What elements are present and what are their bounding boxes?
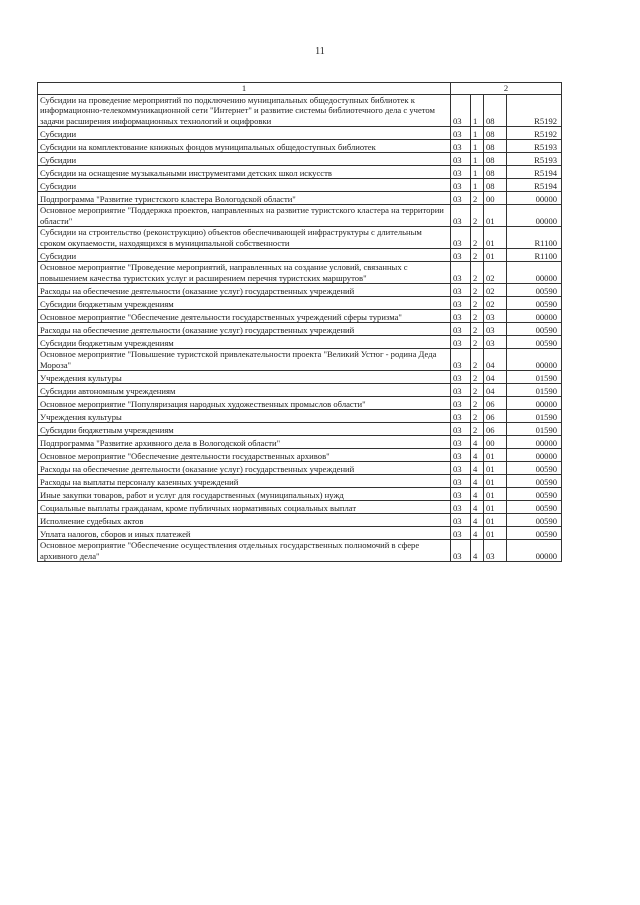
code-2: 1 — [471, 127, 484, 140]
code-1: 03 — [451, 227, 471, 249]
row-name: Субсидии на проведение мероприятий по подключению муниципальных общедоступных библиотек к информационно-телекоммуникационной сети "Интернет" и развитие системы библиотечного дела с учетом задачи расширения информационных технологий и оцифровки — [38, 94, 451, 127]
table-row — [38, 323, 562, 336]
table-row — [38, 371, 562, 384]
code-2: 4 — [471, 436, 484, 449]
code-3: 08 — [484, 179, 507, 192]
code-2: 2 — [471, 323, 484, 336]
code-2: 2 — [471, 249, 484, 262]
code-2: 4 — [471, 501, 484, 514]
code-3: 01 — [484, 514, 507, 527]
row-name: Субсидии — [38, 179, 451, 192]
code-2: 4 — [471, 514, 484, 527]
code-1: 03 — [451, 514, 471, 527]
code-2: 2 — [471, 423, 484, 436]
table-row — [38, 349, 562, 371]
table-row — [38, 540, 562, 562]
table-row — [38, 397, 562, 410]
row-name: Расходы на обеспечение деятельности (оказание услуг) государственных учреждений — [38, 323, 451, 336]
code-2: 4 — [471, 527, 484, 540]
code-2: 1 — [471, 140, 484, 153]
code-4: R5194 — [507, 179, 562, 192]
table-row — [38, 262, 562, 284]
table-row — [38, 475, 562, 488]
code-4: 00590 — [507, 501, 562, 514]
table-row — [38, 501, 562, 514]
table-row — [38, 384, 562, 397]
code-2: 1 — [471, 94, 484, 127]
table-row — [38, 297, 562, 310]
code-1: 03 — [451, 323, 471, 336]
code-3: 06 — [484, 423, 507, 436]
code-2: 2 — [471, 336, 484, 349]
code-4: 00590 — [507, 297, 562, 310]
code-3: 01 — [484, 205, 507, 227]
code-1: 03 — [451, 410, 471, 423]
row-name: Социальные выплаты гражданам, кроме публичных нормативных социальных выплат — [38, 501, 451, 514]
code-4: 00590 — [507, 336, 562, 349]
code-4: 00590 — [507, 323, 562, 336]
code-4: 01590 — [507, 410, 562, 423]
code-3: 01 — [484, 488, 507, 501]
table-row — [38, 410, 562, 423]
code-2: 2 — [471, 284, 484, 297]
table-row — [38, 166, 562, 179]
page-number: 11 — [315, 46, 325, 57]
code-1: 03 — [451, 284, 471, 297]
code-4: R5193 — [507, 140, 562, 153]
code-3: 01 — [484, 249, 507, 262]
code-4: 00000 — [507, 449, 562, 462]
row-name: Основное мероприятие "Обеспечение деятельности государственных учреждений сферы туризма" — [38, 310, 451, 323]
table-row — [38, 336, 562, 349]
row-name: Подпрограмма "Развитие архивного дела в Вологодской области" — [38, 436, 451, 449]
code-4: 00000 — [507, 192, 562, 205]
table-row — [38, 462, 562, 475]
code-2: 2 — [471, 205, 484, 227]
code-3: 00 — [484, 192, 507, 205]
code-2: 2 — [471, 349, 484, 371]
table-row — [38, 179, 562, 192]
table-row — [38, 249, 562, 262]
row-name: Уплата налогов, сборов и иных платежей — [38, 527, 451, 540]
code-2: 2 — [471, 262, 484, 284]
row-name: Расходы на обеспечение деятельности (оказание услуг) государственных учреждений — [38, 462, 451, 475]
code-4: R5193 — [507, 153, 562, 166]
code-1: 03 — [451, 384, 471, 397]
code-1: 03 — [451, 166, 471, 179]
table-header-row — [38, 83, 562, 95]
row-name: Расходы на выплаты персоналу казенных учреждений — [38, 475, 451, 488]
code-4: 01590 — [507, 371, 562, 384]
code-4: 00000 — [507, 205, 562, 227]
row-name: Субсидии на оснащение музыкальными инструментами детских школ искусств — [38, 166, 451, 179]
code-4: 00000 — [507, 436, 562, 449]
row-name: Подпрограмма "Развитие туристского кластера Вологодской области" — [38, 192, 451, 205]
budget-classification-table — [37, 82, 562, 562]
table-row — [38, 140, 562, 153]
code-3: 02 — [484, 297, 507, 310]
code-2: 1 — [471, 166, 484, 179]
code-3: 04 — [484, 371, 507, 384]
code-3: 08 — [484, 153, 507, 166]
code-3: 03 — [484, 336, 507, 349]
table-row — [38, 227, 562, 249]
table-row — [38, 527, 562, 540]
code-3: 08 — [484, 127, 507, 140]
code-3: 01 — [484, 475, 507, 488]
code-1: 03 — [451, 527, 471, 540]
code-4: R1100 — [507, 227, 562, 249]
code-1: 03 — [451, 127, 471, 140]
code-3: 01 — [484, 462, 507, 475]
code-3: 03 — [484, 323, 507, 336]
code-2: 4 — [471, 449, 484, 462]
code-1: 03 — [451, 336, 471, 349]
code-1: 03 — [451, 297, 471, 310]
code-3: 00 — [484, 436, 507, 449]
code-3: 08 — [484, 140, 507, 153]
code-2: 1 — [471, 179, 484, 192]
table-row — [38, 514, 562, 527]
row-name: Субсидии — [38, 153, 451, 166]
table-row — [38, 449, 562, 462]
code-1: 03 — [451, 310, 471, 323]
code-4: 00000 — [507, 349, 562, 371]
table-row — [38, 205, 562, 227]
code-3: 06 — [484, 397, 507, 410]
row-name: Субсидии — [38, 249, 451, 262]
code-3: 02 — [484, 284, 507, 297]
code-1: 03 — [451, 462, 471, 475]
code-4: 00590 — [507, 475, 562, 488]
row-name: Основное мероприятие "Повышение туристской привлекательности проекта "Великий Устюг - родина Деда Мороза" — [38, 349, 451, 371]
code-1: 03 — [451, 501, 471, 514]
code-1: 03 — [451, 423, 471, 436]
code-3: 08 — [484, 94, 507, 127]
row-name: Учреждения культуры — [38, 410, 451, 423]
table-row — [38, 436, 562, 449]
code-1: 03 — [451, 488, 471, 501]
row-name: Основное мероприятие "Поддержка проектов, направленных на развитие туристского кластера на территории области" — [38, 205, 451, 227]
code-4: R5192 — [507, 94, 562, 127]
header-col-2: 2 — [451, 83, 562, 95]
code-4: 00590 — [507, 462, 562, 475]
code-1: 03 — [451, 262, 471, 284]
code-1: 03 — [451, 397, 471, 410]
code-1: 03 — [451, 349, 471, 371]
table-row — [38, 192, 562, 205]
code-1: 03 — [451, 449, 471, 462]
code-1: 03 — [451, 371, 471, 384]
code-4: R1100 — [507, 249, 562, 262]
code-3: 04 — [484, 349, 507, 371]
row-name: Иные закупки товаров, работ и услуг для государственных (муниципальных) нужд — [38, 488, 451, 501]
row-name: Субсидии бюджетным учреждениям — [38, 423, 451, 436]
code-4: 00000 — [507, 262, 562, 284]
code-3: 08 — [484, 166, 507, 179]
code-3: 01 — [484, 227, 507, 249]
code-3: 02 — [484, 262, 507, 284]
table-row — [38, 310, 562, 323]
code-4: 01590 — [507, 384, 562, 397]
row-name: Основное мероприятие "Популяризация народных художественных промыслов области" — [38, 397, 451, 410]
code-2: 4 — [471, 540, 484, 562]
code-1: 03 — [451, 94, 471, 127]
code-4: 00000 — [507, 540, 562, 562]
row-name: Основное мероприятие "Обеспечение деятельности государственных архивов" — [38, 449, 451, 462]
row-name: Субсидии автономным учреждениям — [38, 384, 451, 397]
code-1: 03 — [451, 179, 471, 192]
row-name: Основное мероприятие "Проведение мероприятий, направленных на создание условий, связанных с повышением качества туристских услуг и расширением перечня туристских маршрутов" — [38, 262, 451, 284]
row-name: Субсидии — [38, 127, 451, 140]
code-3: 06 — [484, 410, 507, 423]
row-name: Исполнение судебных актов — [38, 514, 451, 527]
row-name: Учреждения культуры — [38, 371, 451, 384]
code-3: 04 — [484, 384, 507, 397]
code-4: 00000 — [507, 397, 562, 410]
table-row — [38, 423, 562, 436]
header-col-1: 1 — [38, 83, 451, 95]
code-2: 4 — [471, 475, 484, 488]
row-name: Расходы на обеспечение деятельности (оказание услуг) государственных учреждений — [38, 284, 451, 297]
code-2: 2 — [471, 384, 484, 397]
code-1: 03 — [451, 205, 471, 227]
row-name: Субсидии на комплектование книжных фондов муниципальных общедоступных библиотек — [38, 140, 451, 153]
code-4: R5194 — [507, 166, 562, 179]
code-1: 03 — [451, 475, 471, 488]
code-2: 2 — [471, 227, 484, 249]
row-name: Основное мероприятие "Обеспечение осуществления отдельных государственных полномочий в сфере архивного дела" — [38, 540, 451, 562]
code-4: 00590 — [507, 284, 562, 297]
code-2: 2 — [471, 410, 484, 423]
table-body — [38, 94, 562, 562]
code-4: 00590 — [507, 527, 562, 540]
row-name: Субсидии на строительство (реконструкцию) объектов обеспечивающей инфраструктуры с длительным сроком окупаемости, находящихся в муниципальной собственности — [38, 227, 451, 249]
code-2: 2 — [471, 297, 484, 310]
code-1: 03 — [451, 249, 471, 262]
table-row — [38, 127, 562, 140]
code-3: 03 — [484, 310, 507, 323]
code-3: 01 — [484, 449, 507, 462]
code-4: 00590 — [507, 488, 562, 501]
code-2: 4 — [471, 462, 484, 475]
code-1: 03 — [451, 192, 471, 205]
code-4: 00000 — [507, 310, 562, 323]
code-4: R5192 — [507, 127, 562, 140]
code-2: 2 — [471, 192, 484, 205]
table-row — [38, 488, 562, 501]
code-3: 01 — [484, 527, 507, 540]
code-4: 01590 — [507, 423, 562, 436]
code-2: 2 — [471, 397, 484, 410]
code-1: 03 — [451, 540, 471, 562]
code-1: 03 — [451, 153, 471, 166]
code-2: 1 — [471, 153, 484, 166]
row-name: Субсидии бюджетным учреждениям — [38, 297, 451, 310]
code-3: 03 — [484, 540, 507, 562]
code-2: 2 — [471, 310, 484, 323]
table-row — [38, 153, 562, 166]
row-name: Субсидии бюджетным учреждениям — [38, 336, 451, 349]
code-2: 2 — [471, 371, 484, 384]
table-row — [38, 284, 562, 297]
code-2: 4 — [471, 488, 484, 501]
table-row — [38, 94, 562, 127]
code-3: 01 — [484, 501, 507, 514]
code-1: 03 — [451, 436, 471, 449]
code-4: 00590 — [507, 514, 562, 527]
code-1: 03 — [451, 140, 471, 153]
